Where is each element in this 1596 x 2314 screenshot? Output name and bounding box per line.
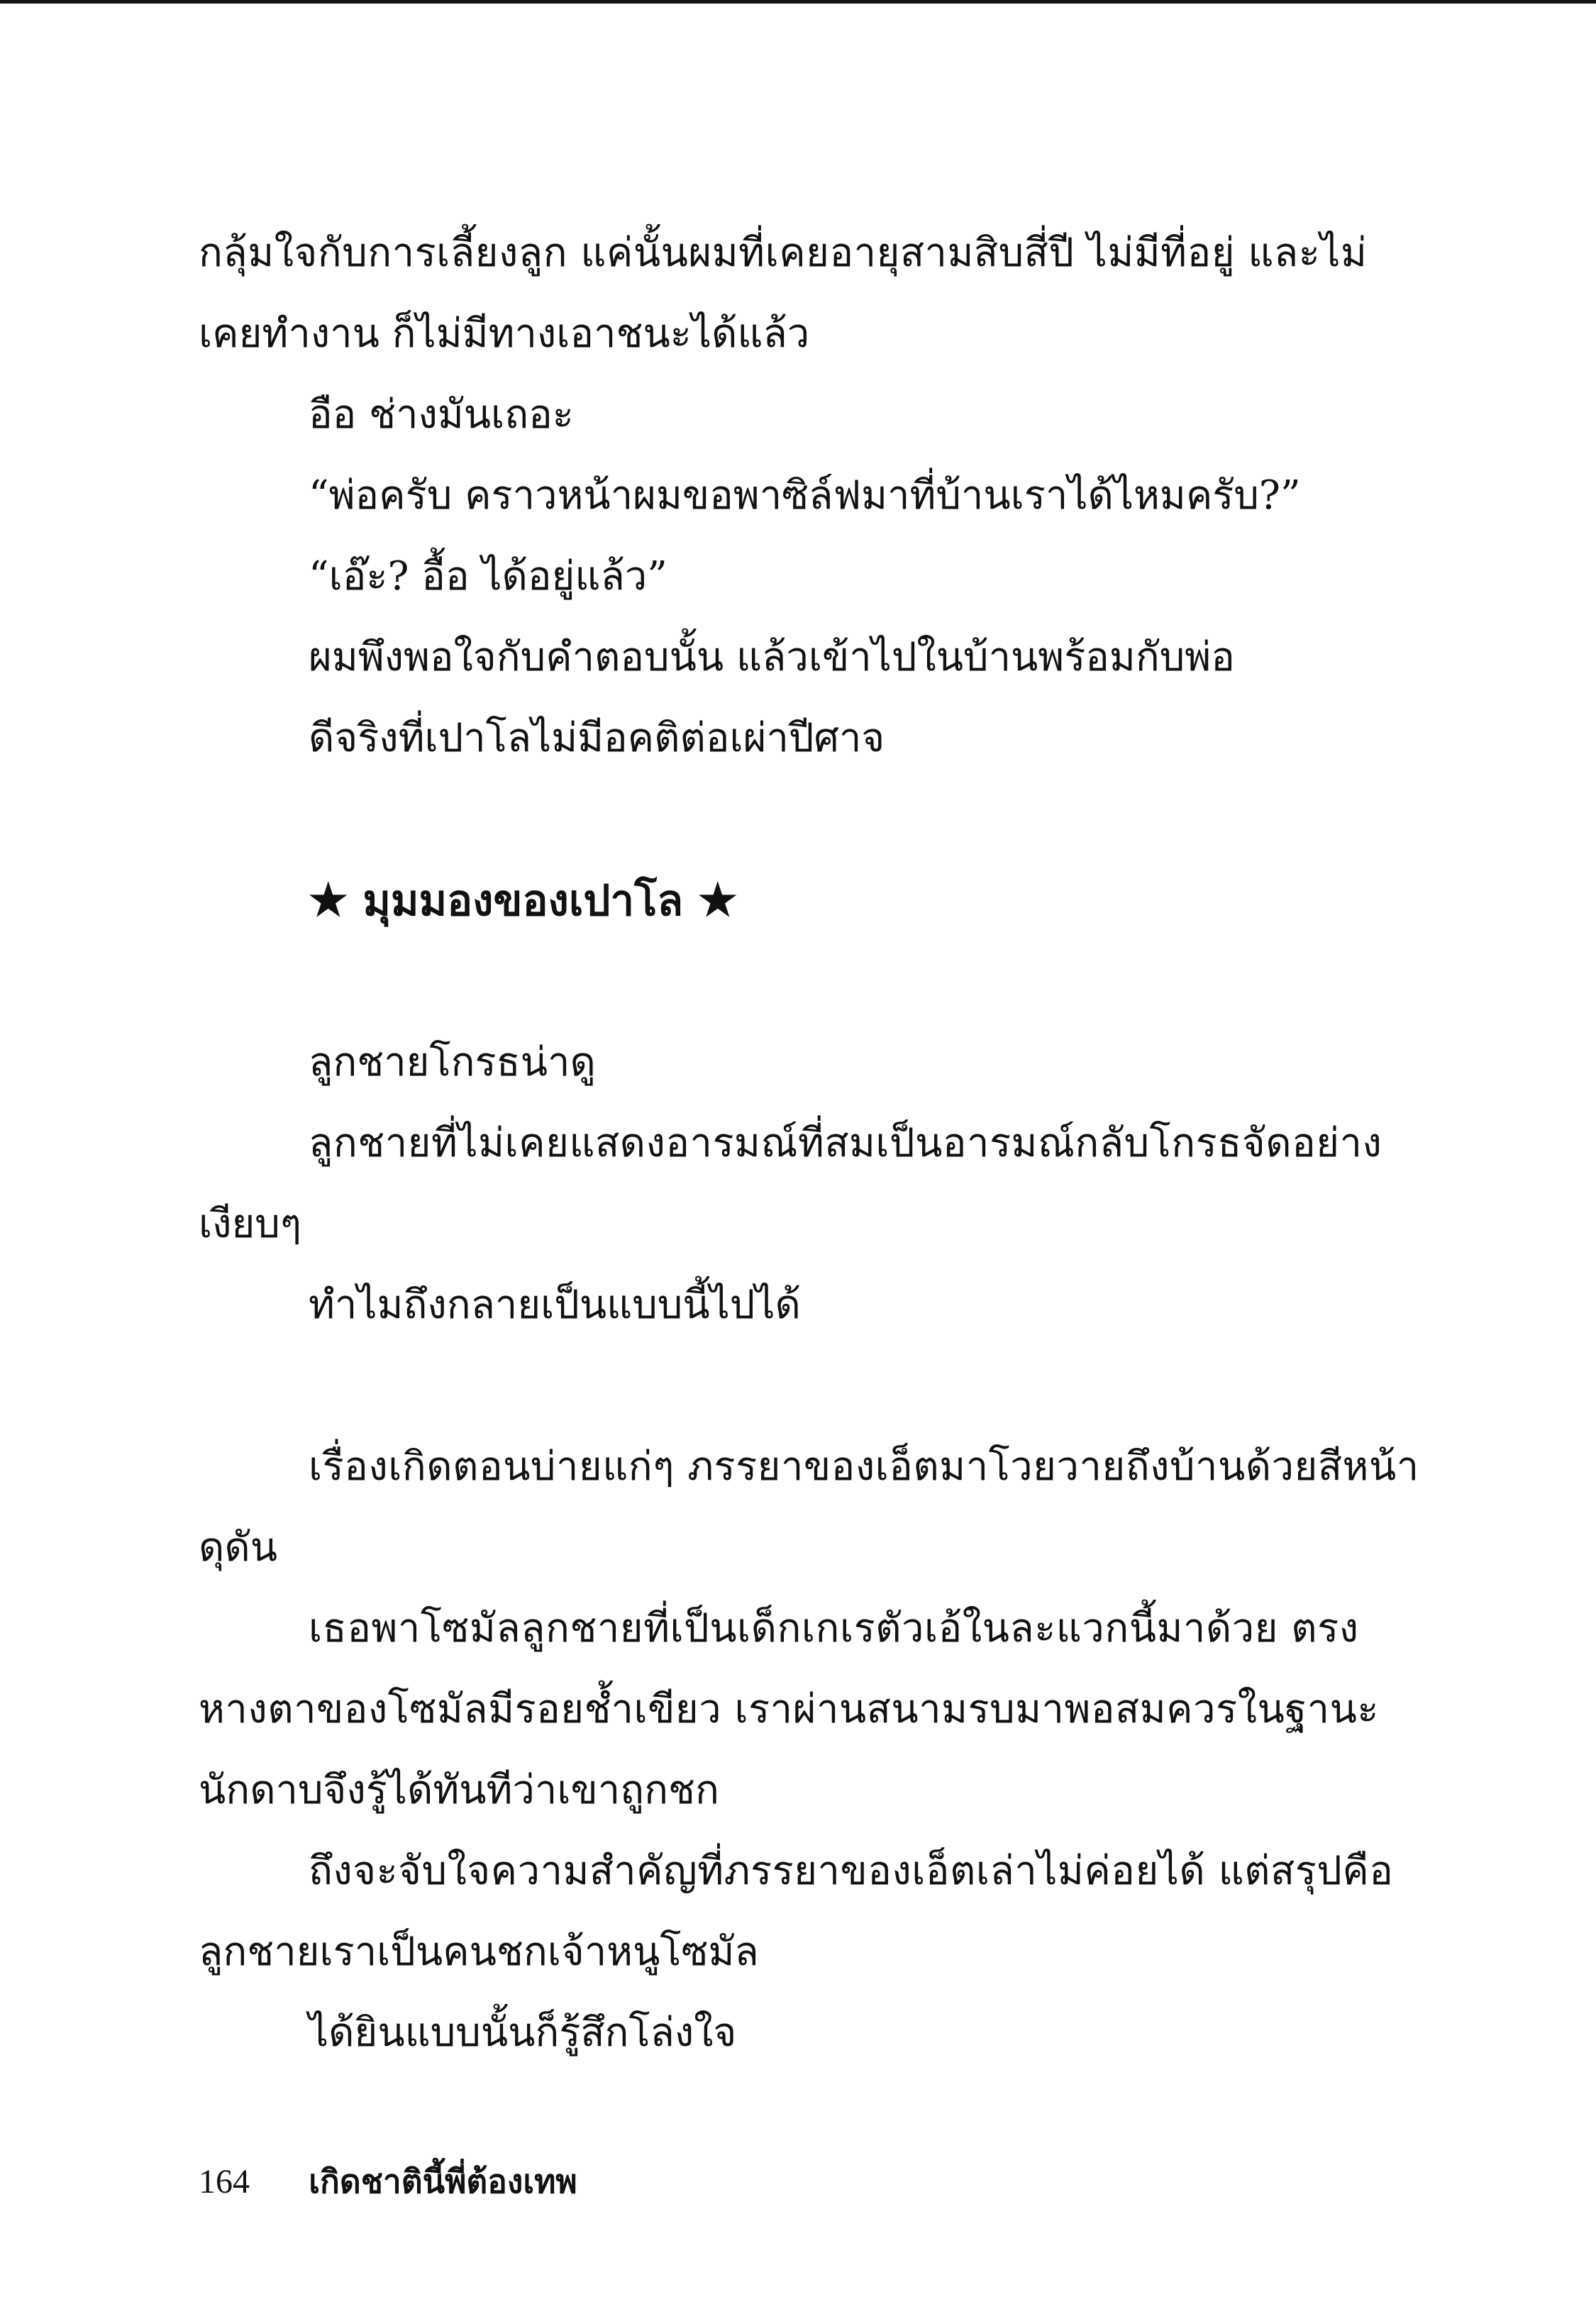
paragraph-line: หางตาของโซมัลมีรอยช้ำเขียว เราผ่านสนามรบมาพอสมควรในฐานะ [199,1686,1379,1732]
section-spacer [199,941,1305,1022]
star-icon: ★ [309,874,348,926]
section-spacer [199,779,1305,860]
paragraph-line: ลูกชายที่ไม่เคยแสดงอารมณ์ที่สมเป็นอารมณ์กลับโกรธจัดอย่าง [309,1120,1382,1166]
paragraph-line: นักดาบจึงรู้ได้ทันทีว่าเขาถูกชก [199,1767,719,1813]
paragraph-line: ทำไมถึงกลายเป็นแบบนี้ไปได้ [309,1282,801,1328]
page-footer [199,2149,577,2214]
top-border-rule [0,0,1596,4]
star-icon: ★ [698,874,738,926]
paragraph-line: เรื่องเกิดตอนบ่ายแก่ๆ ภรรยาของเอ็ตมาโวยวายถึงบ้านด้วยสีหน้า [309,1444,1419,1490]
paragraph-line: ลูกชายเราเป็นคนชกเจ้าหนูโซมัล [199,1929,759,1975]
page-number: 164 [199,2163,250,2200]
dialogue-line: “เอ๊ะ? อื้อ ได้อยู่แล้ว” [309,553,667,599]
paragraph-line: เคยทำงาน ก็ไม่มีทางเอาชนะได้แล้ว [199,311,810,357]
paragraph-line: ดุดัน [199,1524,278,1571]
paragraph-line: เงียบๆ [199,1201,301,1247]
paragraph-line: อือ ช่างมันเถอะ [309,392,574,438]
paragraph-line: ลูกชายโกรธน่าดู [309,1039,596,1085]
paragraph-line: ดีจริงที่เปาโลไม่มีอคติต่อเผ่าปีศาจ [309,715,885,761]
paragraph-line: ผมพึงพอใจกับคำตอบนั้น แล้วเข้าไปในบ้านพร้อมกับพ่อ [309,634,1235,680]
paragraph-line: กลุ้มใจกับการเลี้ยงลูก แค่นั้นผมที่เคยอายุสามสิบสี่ปี ไม่มีที่อยู่ และไม่ [199,230,1368,276]
paragraph-line: เธอพาโซมัลลูกชายที่เป็นเด็กเกเรตัวเอ้ในละแวกนี้มาด้วย ตรง [309,1605,1359,1651]
page-body [199,213,1419,2074]
paragraph-line: ถึงจะจับใจความสำคัญที่ภรรยาของเอ็ตเล่าไม่ค่อยได้ แต่สรุปคือ [309,1848,1394,1894]
dialogue-line: “พ่อครับ คราวหน้าผมขอพาซิล์ฟมาที่บ้านเราได้ไหมครับ?” [309,472,1301,519]
section-heading-text: มุมมองของเปาโล [362,876,684,926]
paragraph-line: ได้ยินแบบนั้นก็รู้สึกโล่งใจ [309,2010,737,2056]
section-heading [199,860,1305,941]
paragraph-spacer [199,1346,1305,1427]
running-title: เกิดชาตินี้พี่ต้องเทพ [309,2162,577,2200]
